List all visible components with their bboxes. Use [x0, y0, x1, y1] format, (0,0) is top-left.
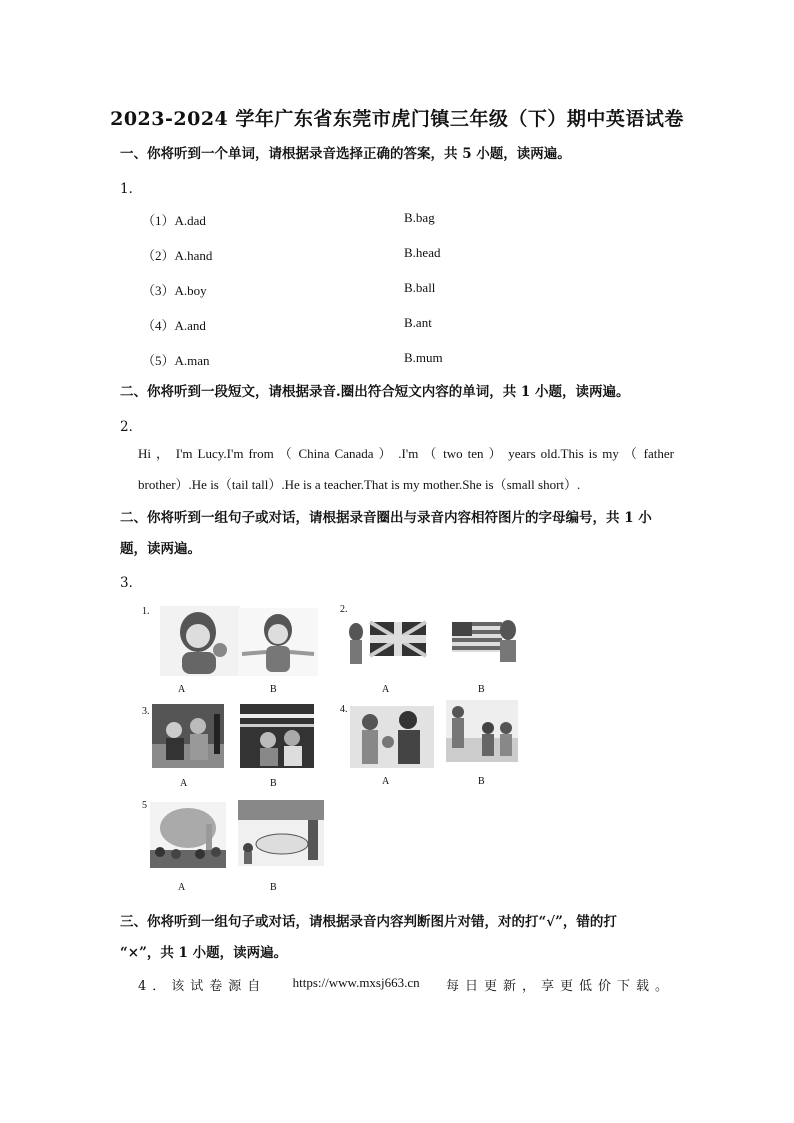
- girl-thinking-picture: [160, 606, 240, 676]
- elephant-picture: [150, 802, 226, 868]
- option-1a: （1）A.dad: [142, 213, 206, 228]
- woman-and-man-picture: [350, 706, 434, 768]
- group-4-number: 4.: [340, 704, 348, 715]
- section-3-heading-line-1: 二、你将听到一组句子或对话，请根据录音圈出与录音内容相符图片的字母编号，共 1 小: [120, 510, 652, 526]
- section-3-heading-line-2: 题，读两遍。: [120, 541, 201, 557]
- label-5b: B: [270, 882, 277, 893]
- group-3-number: 3.: [142, 706, 150, 717]
- question-1-number: 1．: [120, 181, 143, 197]
- label-3b: B: [270, 778, 277, 789]
- option-1b: B.bag: [404, 210, 435, 225]
- source-url[interactable]: https://www.mxsj663.cn: [292, 975, 420, 990]
- option-2b: B.head: [404, 245, 441, 260]
- source-note: [138, 975, 674, 994]
- girl-us-flag-picture: [450, 614, 522, 668]
- label-1b: B: [270, 684, 277, 695]
- label-3a: A: [180, 778, 188, 789]
- label-4b: B: [478, 776, 485, 787]
- passage-line-2: brother）.He is（tail tall）.He is a teacher.That is my mother.She is（small short）.: [138, 477, 581, 492]
- page-title: 2023-2024 学年广东省东莞市虎门镇三年级（下）期中英语试卷: [110, 108, 684, 130]
- kids-playground-picture: [240, 704, 314, 768]
- section-1-heading: 一、你将听到一个单词，请根据录音选择正确的答案，共 5 小题，读两遍。: [120, 146, 571, 162]
- option-3a: （3）A.boy: [142, 283, 207, 298]
- label-5a: A: [178, 882, 186, 893]
- whale-park-picture: [238, 800, 324, 866]
- option-4a: （4）A.and: [142, 318, 206, 333]
- source-prefix: 4．该试卷源自: [138, 979, 267, 994]
- kids-classroom-picture: [152, 704, 224, 768]
- girl-uk-flag-picture: [346, 614, 428, 668]
- family-outdoors-picture: [446, 700, 518, 762]
- section-2-heading: 二、你将听到一段短文，请根据录音.圈出符合短文内容的单词，共 1 小题，读两遍。: [120, 384, 630, 400]
- option-2a: （2）A.hand: [142, 248, 213, 263]
- group-5-number: 5: [142, 800, 147, 811]
- question-2-number: 2．: [120, 419, 143, 435]
- label-1a: A: [178, 684, 186, 695]
- label-4a: A: [382, 776, 390, 787]
- source-suffix: 每日更新，享更低价下载。: [445, 979, 674, 994]
- passage-line-1: Hi ， I'm Lucy.I'm from （ China Canada ） .I'm （ two ten ） years old.This is my （ father: [138, 446, 674, 461]
- option-5b: B.mum: [404, 350, 443, 365]
- picture-grid: [140, 600, 520, 898]
- option-4b: B.ant: [404, 315, 432, 330]
- question-3-number: 3．: [120, 575, 143, 591]
- label-2b: B: [478, 684, 485, 695]
- girl-arms-open-picture: [238, 608, 318, 676]
- option-3b: B.ball: [404, 280, 436, 295]
- group-1-number: 1.: [142, 606, 150, 617]
- label-2a: A: [382, 684, 390, 695]
- group-2-number: 2.: [340, 604, 348, 615]
- section-4-heading-line-1: 三、你将听到一组句子或对话，请根据录音内容判断图片对错，对的打“√”，错的打: [120, 914, 617, 930]
- option-5a: （5）A.man: [142, 353, 210, 368]
- section-4-heading-line-2: “×”，共 1 小题，读两遍。: [120, 945, 288, 961]
